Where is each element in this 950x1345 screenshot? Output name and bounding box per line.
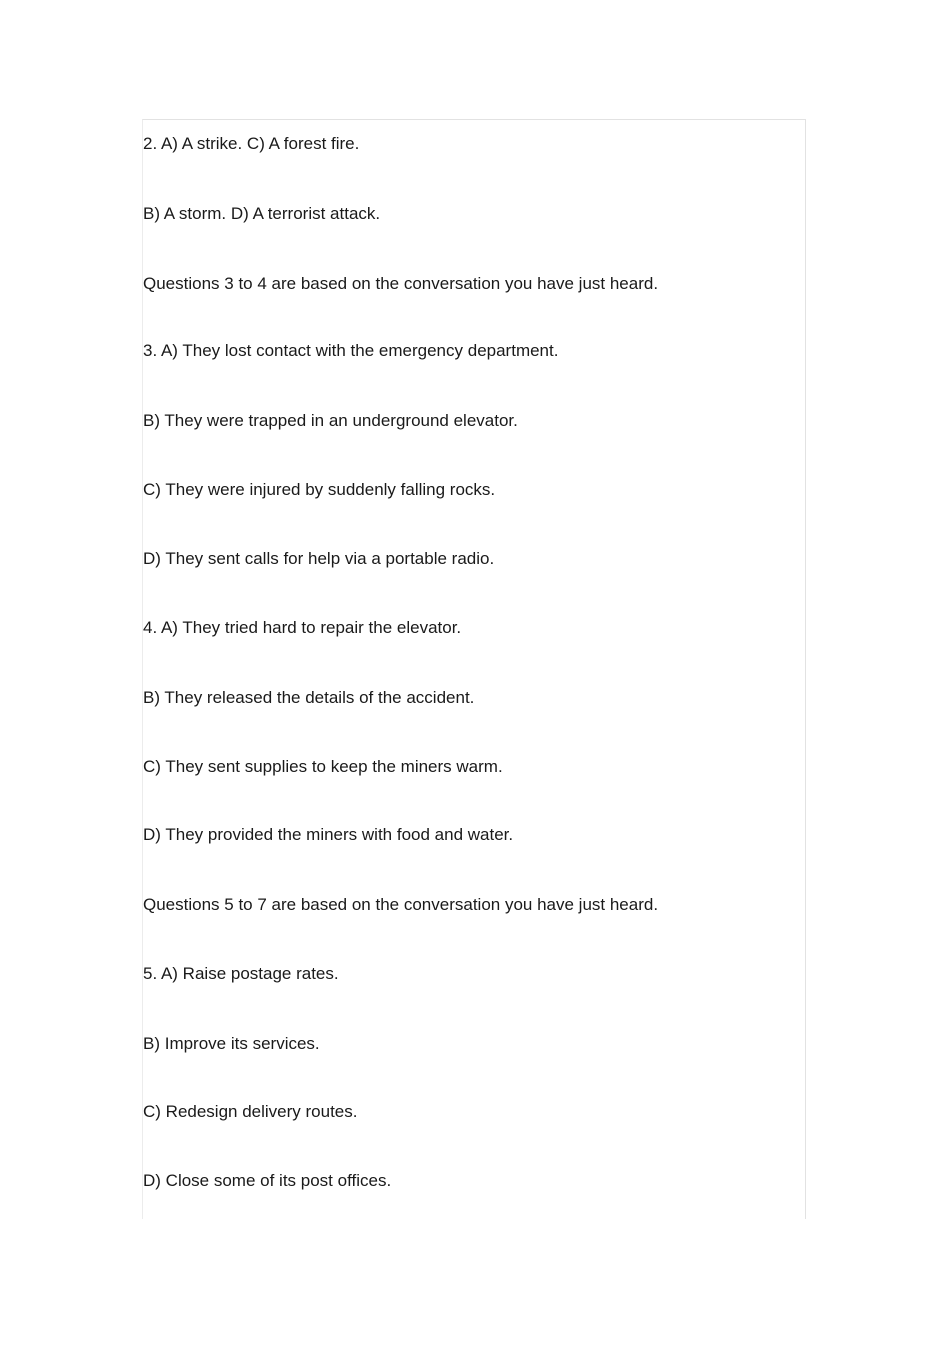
q3-option-c: C) They were injured by suddenly falling rocks.: [143, 480, 496, 499]
q2-options-line-1: 2. A) A strike. C) A forest fire.: [143, 134, 360, 153]
q4-option-b: B) They released the details of the accident.: [143, 688, 475, 707]
q3-option-a: 3. A) They lost contact with the emergency department.: [143, 341, 559, 360]
q4-option-a: 4. A) They tried hard to repair the elevator.: [143, 618, 462, 637]
q5-option-c: C) Redesign delivery routes.: [143, 1102, 358, 1121]
q5-option-d: D) Close some of its post offices.: [143, 1171, 392, 1190]
q5-option-b: B) Improve its services.: [143, 1034, 320, 1053]
q5-option-a: 5. A) Raise postage rates.: [143, 964, 339, 983]
q3-option-d: D) They sent calls for help via a portable radio.: [143, 549, 495, 568]
q4-option-c: C) They sent supplies to keep the miners warm.: [143, 757, 503, 776]
q3-option-b: B) They were trapped in an underground elevator.: [143, 411, 518, 430]
q2-options-line-2: B) A storm. D) A terrorist attack.: [143, 204, 381, 223]
q4-option-d: D) They provided the miners with food and water.: [143, 825, 514, 844]
section-instruction-q3-4: Questions 3 to 4 are based on the conversation you have just heard.: [143, 274, 659, 293]
section-instruction-q5-7: Questions 5 to 7 are based on the conversation you have just heard.: [143, 895, 659, 914]
